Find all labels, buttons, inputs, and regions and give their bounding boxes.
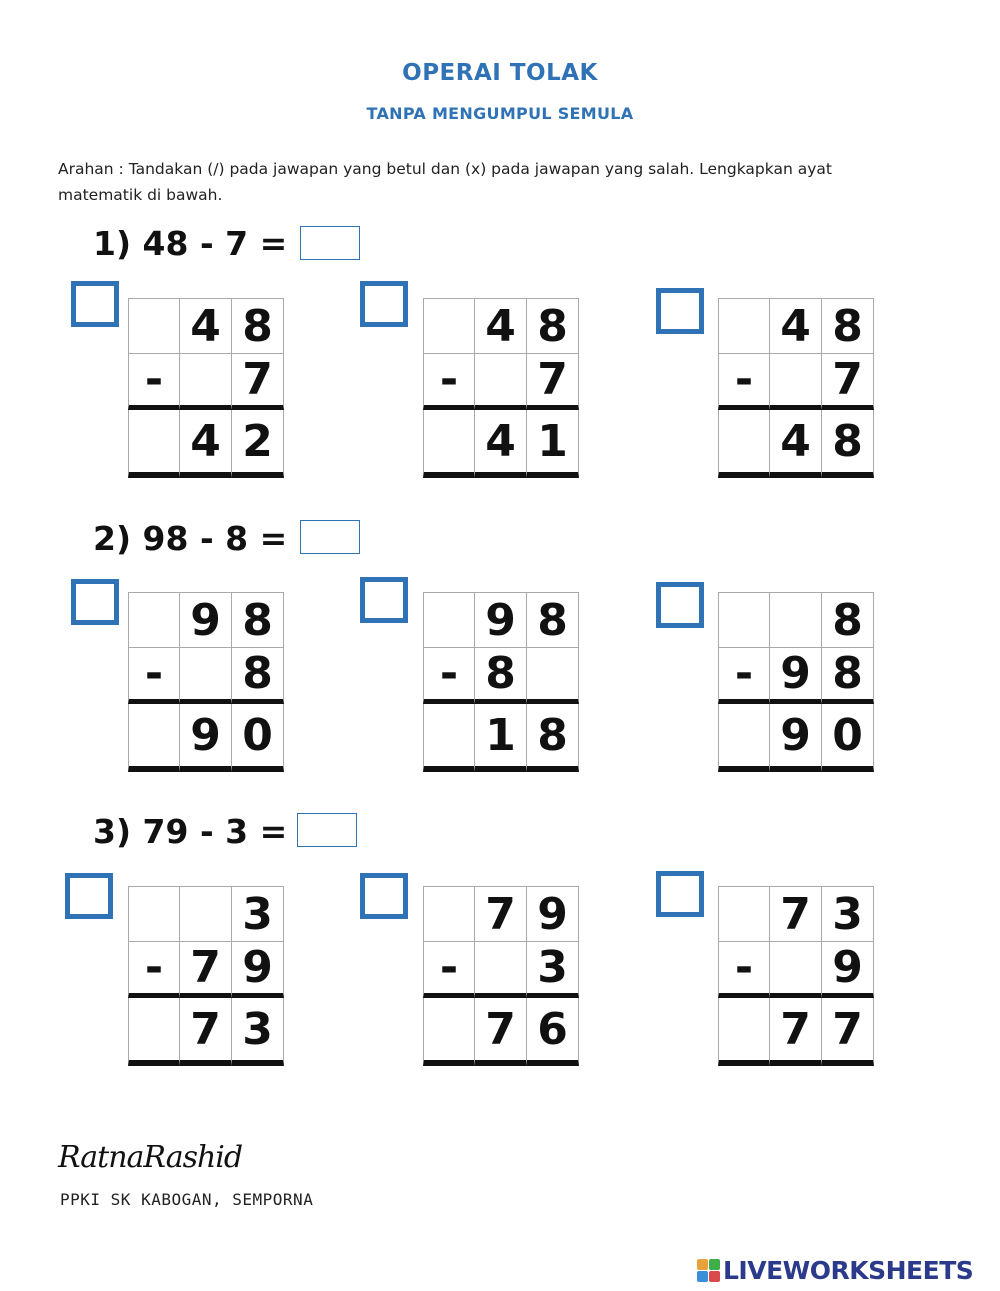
digit-cell: 0 [822, 704, 874, 772]
digit-cell: - [423, 354, 475, 410]
digit-cell: 4 [475, 410, 527, 478]
digit-cell: 8 [822, 592, 874, 648]
digit-cell: 3 [232, 998, 284, 1066]
digit-cell [770, 592, 822, 648]
question-3-answer-box[interactable] [297, 813, 357, 847]
q1-option-1-grid [128, 298, 284, 478]
q3-option-3-grid [718, 886, 874, 1066]
q1-option-2-checkbox[interactable] [360, 281, 408, 327]
digit-cell [128, 886, 180, 942]
digit-cell [128, 704, 180, 772]
digit-cell [718, 410, 770, 478]
digit-cell: - [423, 942, 475, 998]
liveworksheets-brand [697, 1253, 973, 1287]
digit-cell: 8 [822, 298, 874, 354]
digit-cell [475, 354, 527, 410]
digit-cell: 8 [527, 298, 579, 354]
digit-cell [180, 648, 232, 704]
q1-option-3-grid [718, 298, 874, 478]
digit-cell [475, 942, 527, 998]
digit-cell: 9 [770, 648, 822, 704]
question-2-answer-box[interactable] [300, 520, 360, 554]
q3-option-2-checkbox[interactable] [360, 873, 408, 919]
digit-cell: 9 [475, 592, 527, 648]
digit-cell: 9 [527, 886, 579, 942]
digit-cell: 7 [527, 354, 579, 410]
digit-cell: 3 [232, 886, 284, 942]
school-name: PPKI SK KABOGAN, SEMPORNA [60, 1190, 314, 1209]
question-1-answer-box[interactable] [300, 226, 360, 260]
q1-option-3-checkbox[interactable] [656, 288, 704, 334]
instructions: Arahan : Tandakan (/) pada jawapan yang betul dan (x) pada jawapan yang salah. Lengkapkan ayat matematik di bawah. [58, 160, 832, 204]
digit-cell [718, 592, 770, 648]
digit-cell [423, 998, 475, 1066]
digit-cell [423, 886, 475, 942]
digit-cell: 1 [527, 410, 579, 478]
digit-cell: 9 [770, 704, 822, 772]
digit-cell: 3 [822, 886, 874, 942]
digit-cell: 8 [232, 592, 284, 648]
digit-cell [423, 704, 475, 772]
digit-cell: 7 [822, 354, 874, 410]
digit-cell [770, 354, 822, 410]
digit-cell: 8 [527, 704, 579, 772]
digit-cell [423, 410, 475, 478]
digit-cell [527, 648, 579, 704]
digit-cell: 9 [232, 942, 284, 998]
digit-cell: 1 [475, 704, 527, 772]
q1-option-2-grid [423, 298, 579, 478]
digit-cell [770, 942, 822, 998]
digit-cell: 7 [475, 886, 527, 942]
digit-cell [718, 704, 770, 772]
digit-cell: 4 [180, 298, 232, 354]
author-signature: RatnaRashid [58, 1140, 243, 1175]
q2-option-3-grid [718, 592, 874, 772]
digit-cell: 4 [770, 298, 822, 354]
digit-cell: 7 [475, 998, 527, 1066]
q2-option-2-grid [423, 592, 579, 772]
digit-cell: 8 [232, 648, 284, 704]
digit-cell [128, 410, 180, 478]
q2-option-3-checkbox[interactable] [656, 582, 704, 628]
digit-cell [128, 298, 180, 354]
digit-cell: 9 [180, 592, 232, 648]
digit-cell: 3 [527, 942, 579, 998]
digit-cell [423, 592, 475, 648]
digit-cell: 9 [180, 704, 232, 772]
q1-option-1-checkbox[interactable] [71, 281, 119, 327]
digit-cell: 8 [822, 410, 874, 478]
q3-option-3-checkbox[interactable] [656, 871, 704, 917]
question-2-label: 2) 98 - 8 = [93, 519, 288, 558]
digit-cell [180, 886, 232, 942]
digit-cell: 0 [232, 704, 284, 772]
digit-cell: 7 [770, 998, 822, 1066]
digit-cell [718, 298, 770, 354]
digit-cell: - [718, 942, 770, 998]
q2-option-1-grid [128, 592, 284, 772]
digit-cell: 7 [180, 942, 232, 998]
digit-cell: 7 [770, 886, 822, 942]
digit-cell: 7 [822, 998, 874, 1066]
digit-cell: 9 [822, 942, 874, 998]
digit-cell: 4 [475, 298, 527, 354]
digit-cell [180, 354, 232, 410]
question-1-label: 1) 48 - 7 = [93, 224, 288, 263]
liveworksheets-logo-icon [697, 1259, 720, 1282]
digit-cell [128, 998, 180, 1066]
digit-cell [718, 998, 770, 1066]
digit-cell: - [718, 354, 770, 410]
digit-cell: 8 [232, 298, 284, 354]
digit-cell: - [718, 648, 770, 704]
digit-cell: 4 [180, 410, 232, 478]
worksheet-subtitle: TANPA MENGUMPUL SEMULA [366, 104, 634, 123]
digit-cell: - [128, 354, 180, 410]
digit-cell: - [128, 942, 180, 998]
q3-option-1-grid [128, 886, 284, 1066]
digit-cell [718, 886, 770, 942]
digit-cell: 2 [232, 410, 284, 478]
digit-cell: 8 [527, 592, 579, 648]
q3-option-1-checkbox[interactable] [65, 873, 113, 919]
question-3-label: 3) 79 - 3 = [93, 812, 288, 851]
q2-option-1-checkbox[interactable] [71, 579, 119, 625]
digit-cell: 4 [770, 410, 822, 478]
digit-cell [423, 298, 475, 354]
digit-cell: 7 [232, 354, 284, 410]
q2-option-2-checkbox[interactable] [360, 577, 408, 623]
digit-cell: 8 [475, 648, 527, 704]
worksheet-title: OPERAI TOLAK [402, 60, 598, 86]
q3-option-2-grid [423, 886, 579, 1066]
digit-cell: - [423, 648, 475, 704]
digit-cell: 8 [822, 648, 874, 704]
digit-cell: 6 [527, 998, 579, 1066]
digit-cell: - [128, 648, 180, 704]
digit-cell: 7 [180, 998, 232, 1066]
brand-text: LIVEWORKSHEETS [723, 1255, 974, 1285]
digit-cell [128, 592, 180, 648]
